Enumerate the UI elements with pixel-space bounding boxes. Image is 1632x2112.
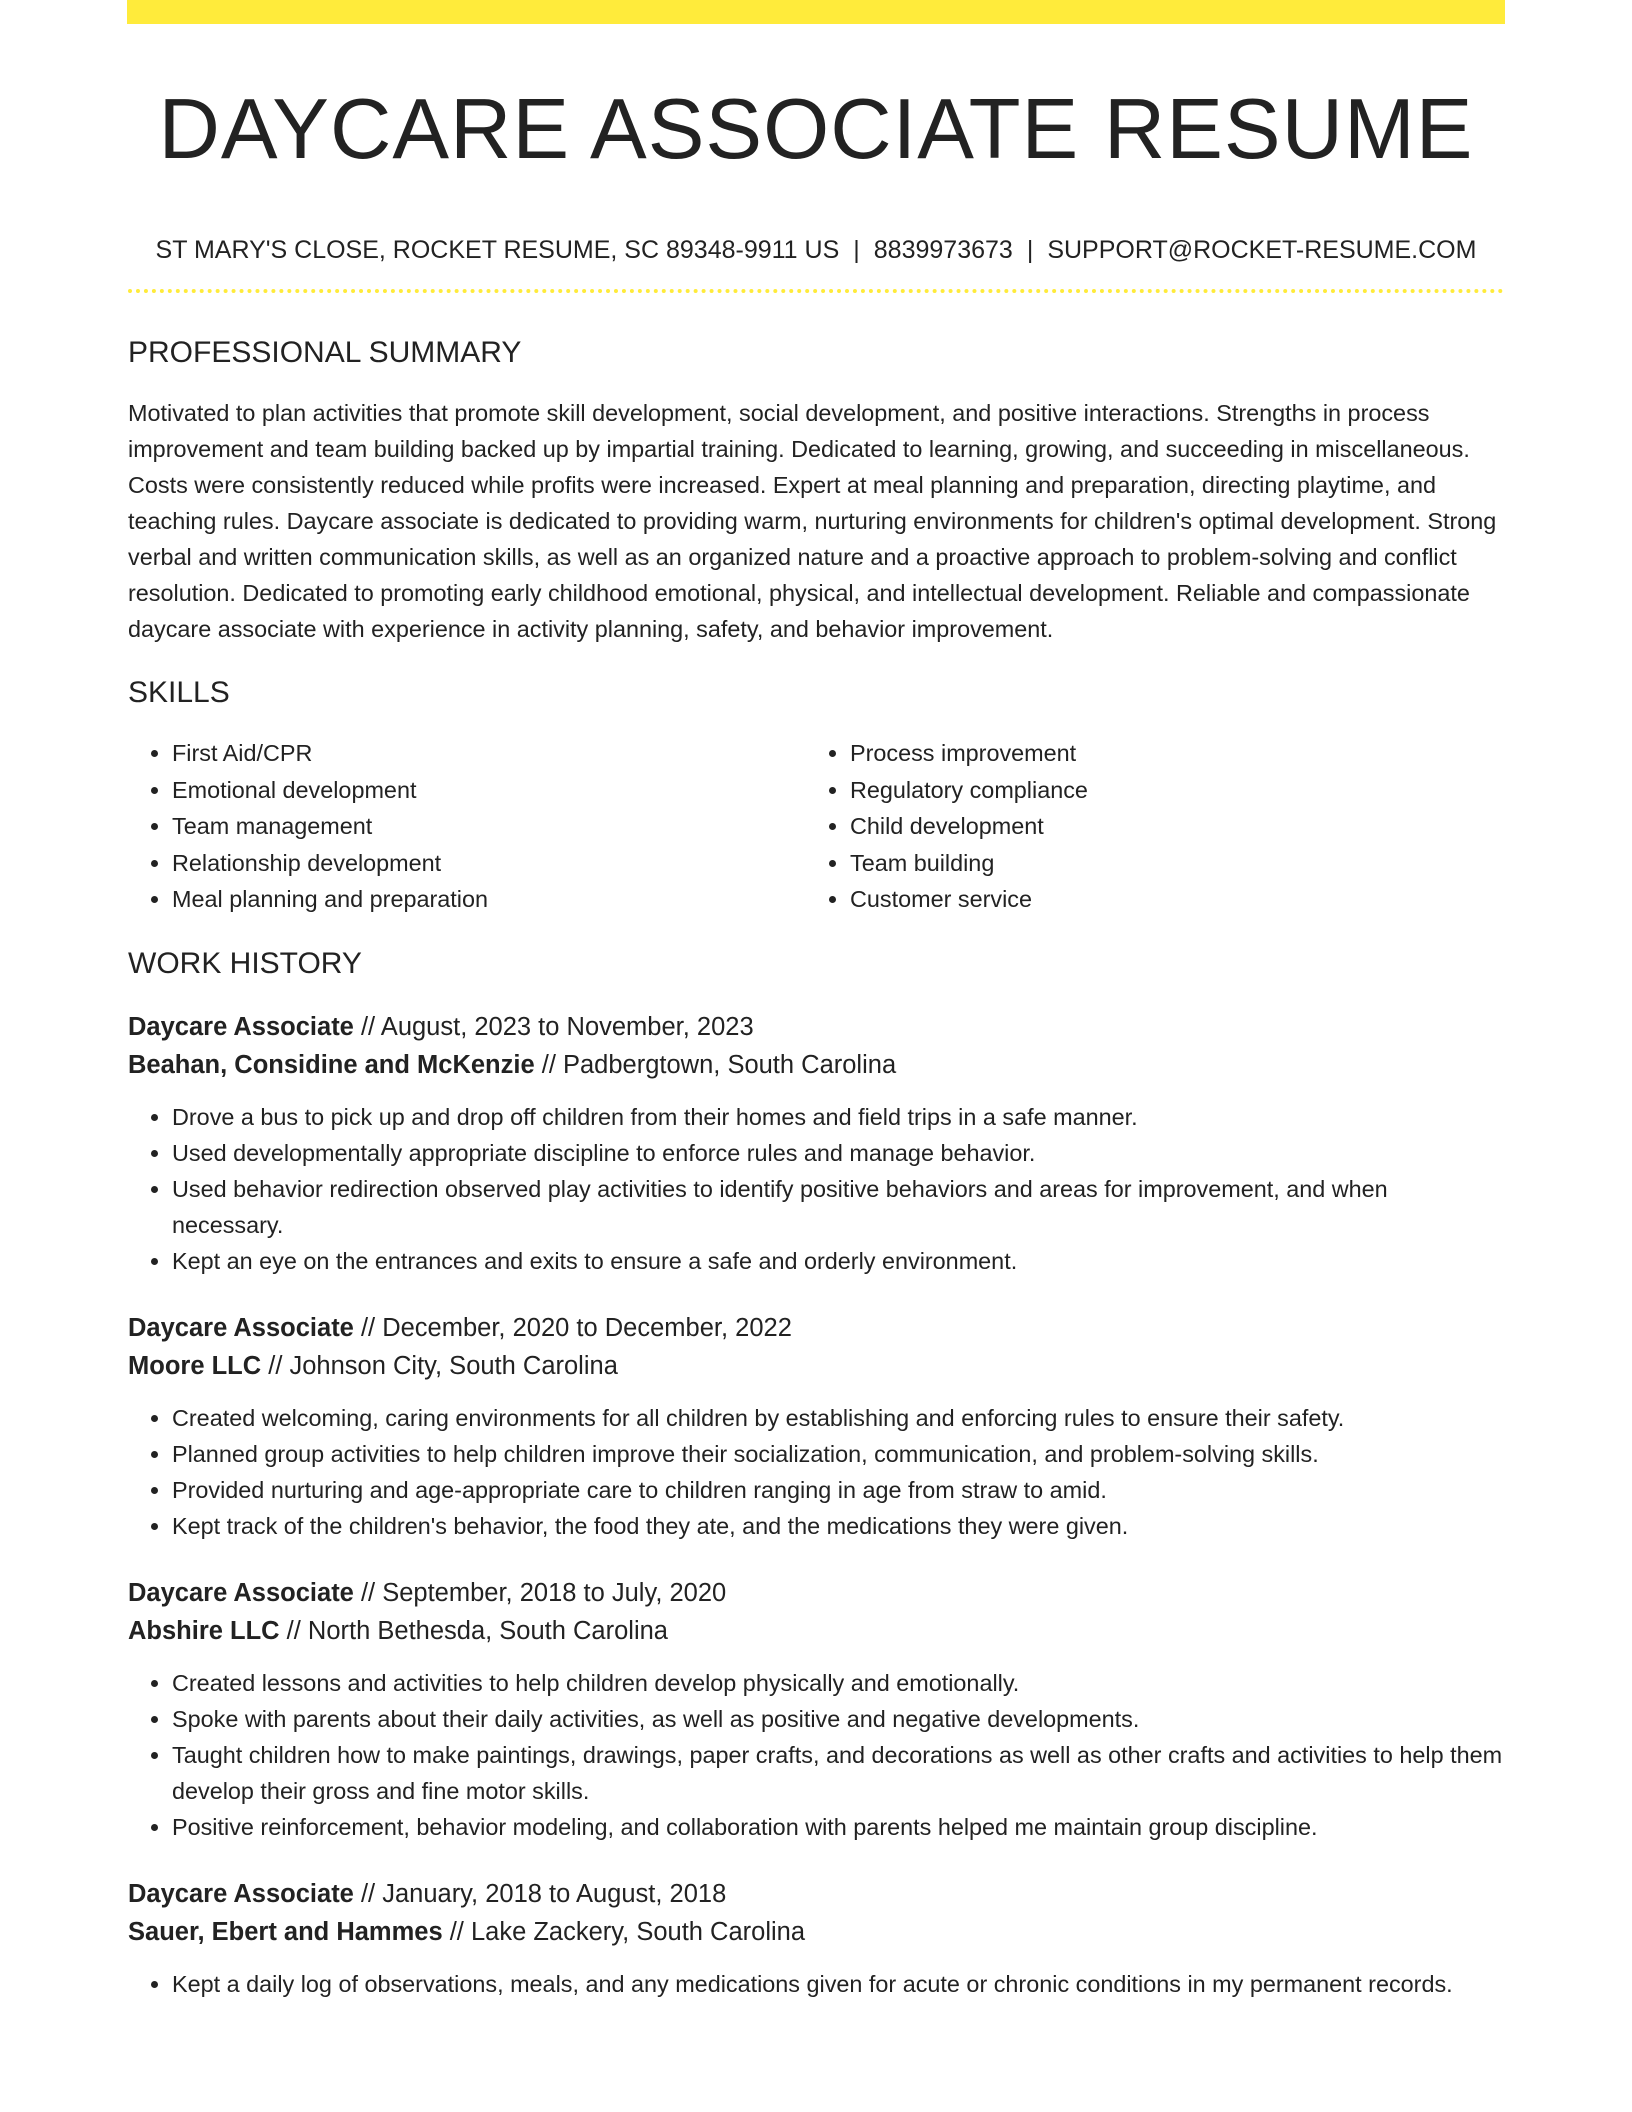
job-title: Daycare Associate [128,1012,354,1041]
job-title: Daycare Associate [128,1879,354,1908]
job-company: Sauer, Ebert and Hammes [128,1918,443,1946]
resume-content [128,0,1504,2002]
skill-item: • Customer service [850,881,1484,918]
job-bullet: • Created welcoming, caring environments for all children by establishing and enforcing rules to ensure their safety. [172,1400,1504,1436]
job-bullet: • Provided nurturing and age-appropriate care to children ranging in age from straw to amid. [172,1472,1504,1508]
job-bullet: • Planned group activities to help children improve their socialization, communication, and problem-solving skills. [172,1436,1504,1472]
job-entry [128,1875,1504,2002]
job-bullet: • Kept an eye on the entrances and exits to ensure a safe and orderly environment. [172,1243,1504,1279]
job-bullet: • Spoke with parents about their daily activities, as well as positive and negative developments. [172,1701,1504,1737]
skill-item: • First Aid/CPR [172,735,806,772]
skill-item: • Team building [850,845,1484,882]
job-entry [128,1008,1504,1279]
job-bullets [128,1099,1504,1279]
job-bullet: • Drove a bus to pick up and drop off children from their homes and field trips in a safe manner. [172,1099,1504,1135]
job-bullet: • Created lessons and activities to help children develop physically and emotionally. [172,1665,1504,1701]
job-bullet: • Positive reinforcement, behavior modeling, and collaboration with parents helped me maintain group discipline. [172,1809,1504,1845]
job-location: // Johnson City, South Carolina [261,1352,618,1380]
skill-item: • Regulatory compliance [850,772,1484,809]
job-location: // Padbergtown, South Carolina [534,1051,897,1079]
summary-text: Motivated to plan activities that promote skill development, social development, and positive interactions. Strengths in process improvement and team building backed up by impartial training. Dedicated to learning, growing, and succeeding in miscellaneous. Costs were consistently reduced while profits were increased. Expert at meal planning and preparation, directing playtime, and teaching rules. Daycare associate is dedicated to providing warm, nurturing environments for children's optimal development. Strong verbal and written communication skills, as well as an organized nature and a proactive approach to problem-solving and conflict resolution. Dedicated to promoting early childhood emotional, physical, and intellectual development. Reliable and compassionate daycare associate with experience in activity planning, safety, and behavior improvement. [128,400,1497,642]
job-dates: // August, 2023 to November, 2023 [353,1012,754,1041]
job-bullet: • Used behavior redirection observed play activities to identify positive behaviors and areas for improvement, and when necessary. [172,1171,1504,1243]
job-bullets [128,1400,1504,1544]
skills-column-right [806,735,1484,918]
skill-item: • Emotional development [172,772,806,809]
job-bullet: • Kept a daily log of observations, meals, and any medications given for acute or chronic conditions in my permanent records. [172,1966,1504,2002]
summary-heading: PROFESSIONAL SUMMARY [128,336,522,369]
job-bullets [128,1665,1504,1845]
job-company: Beahan, Considine and McKenzie [128,1051,535,1079]
contact-phone: 8839973673 [873,236,1013,264]
skill-item: • Child development [850,808,1484,845]
job-company: Moore LLC [128,1352,262,1380]
job-title-line [128,1008,1504,1047]
page-title: DAYCARE ASSOCIATE RESUME [158,82,1474,177]
skills-column-left [128,735,806,918]
job-company-line [128,1913,1504,1952]
skill-item: • Relationship development [172,845,806,882]
skills-heading: SKILLS [128,676,230,709]
contact-separator: | [853,236,860,264]
job-bullet: • Taught children how to make paintings, drawings, paper crafts, and decorations as well as other crafts and activities to help them develop their gross and fine motor skills. [172,1737,1504,1809]
skill-item: • Meal planning and preparation [172,881,806,918]
job-company-line [128,1347,1504,1386]
job-location: // North Bethesda, South Carolina [279,1617,668,1645]
job-entry [128,1574,1504,1845]
job-company-line [128,1612,1504,1651]
job-company: Abshire LLC [128,1617,280,1645]
skill-item: • Team management [172,808,806,845]
job-dates: // January, 2018 to August, 2018 [353,1879,727,1908]
job-title: Daycare Associate [128,1578,354,1607]
skill-item: • Process improvement [850,735,1484,772]
job-dates: // September, 2018 to July, 2020 [353,1578,727,1607]
job-title-line [128,1309,1504,1348]
job-title-line [128,1574,1504,1613]
contact-separator: | [1026,236,1034,264]
contact-line [128,234,1504,266]
job-bullets [128,1966,1504,2002]
job-company-line [128,1046,1504,1085]
job-location: // Lake Zackery, South Carolina [442,1918,806,1946]
dotted-divider [128,289,1504,293]
job-title-line [128,1875,1504,1914]
job-dates: // December, 2020 to December, 2022 [353,1313,792,1342]
job-bullet: • Kept track of the children's behavior, the food they ate, and the medications they were given. [172,1508,1504,1544]
work-history-heading: WORK HISTORY [128,946,362,980]
contact-address: ST MARY'S CLOSE, ROCKET RESUME, SC 89348-9911 US [155,236,840,264]
contact-email: SUPPORT@ROCKET-RESUME.COM [1047,236,1477,264]
skills-list [128,735,1504,918]
job-entry [128,1309,1504,1544]
job-bullet: • Used developmentally appropriate discipline to enforce rules and manage behavior. [172,1135,1504,1171]
job-title: Daycare Associate [128,1313,354,1342]
